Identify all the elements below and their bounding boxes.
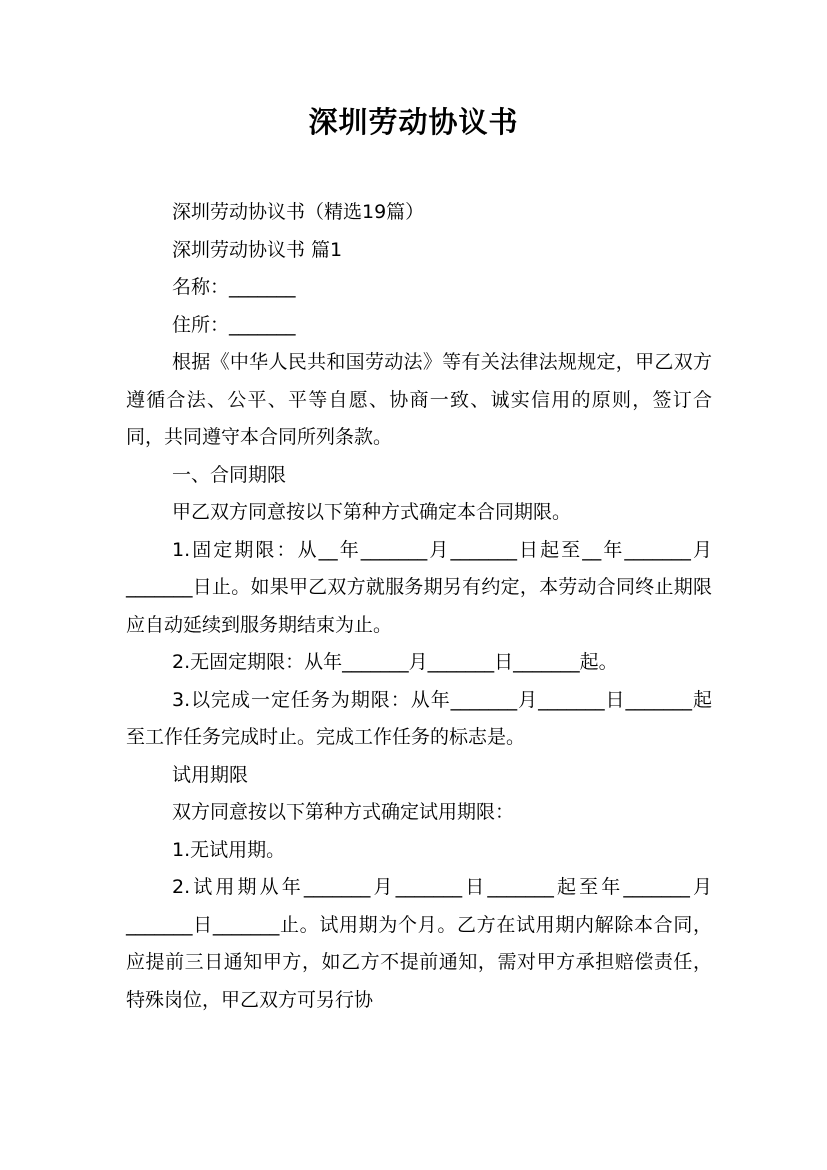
- paragraph-contract-term-intro: 甲乙双方同意按以下第种方式确定本合同期限。: [172, 501, 572, 523]
- paragraph-subtitle: 深圳劳动协议书（精选19篇）: [172, 201, 425, 223]
- document-title: 深圳劳动协议书: [308, 105, 519, 139]
- paragraph-fixed-term: 1.固定期限：从__年_______月_______日起至__年_______月_______日止。如果甲乙双方就服务期另有约定，本劳动合同终止期限应自动延续到服务期结束为止。: [126, 538, 712, 636]
- paragraph-probation-period: 2.试用期从年_______月_______日_______起至年_______月_______日_______止。试用期为个月。乙方在试用期内解除本合同，应提前三日通知甲方，如乙方不提前通知，需对甲方承担赔偿责任，特殊岗位，甲乙双方可另行协: [126, 876, 712, 1011]
- paragraph-open-term: 2.无固定期限：从年_______月_______日_______起。: [172, 651, 618, 673]
- paragraph-section-heading: 深圳劳动协议书 篇1: [172, 238, 343, 261]
- paragraph-preamble: 根据《中华人民共和国劳动法》等有关法律法规规定，甲乙双方遵循合法、公平、平等自愿、协商一致、诚实信用的原则，签订合同，共同遵守本合同所列条款。: [126, 351, 712, 448]
- paragraph-contract-term-heading: 一、合同期限: [172, 463, 287, 486]
- paragraph-probation-intro: 双方同意按以下第种方式确定试用期限：: [172, 801, 515, 823]
- paragraph-no-probation: 1.无试用期。: [172, 838, 286, 861]
- document-body: [126, 194, 712, 1019]
- paragraph-name-field: 名称：_______: [172, 276, 296, 298]
- paragraph-task-term: 3.以完成一定任务为期限：从年_______月_______日_______起至工作任务完成时止。完成工作任务的标志是。: [126, 688, 712, 748]
- paragraph-probation-heading: 试用期限: [172, 763, 249, 786]
- paragraph-address-field: 住所：_______: [172, 313, 296, 336]
